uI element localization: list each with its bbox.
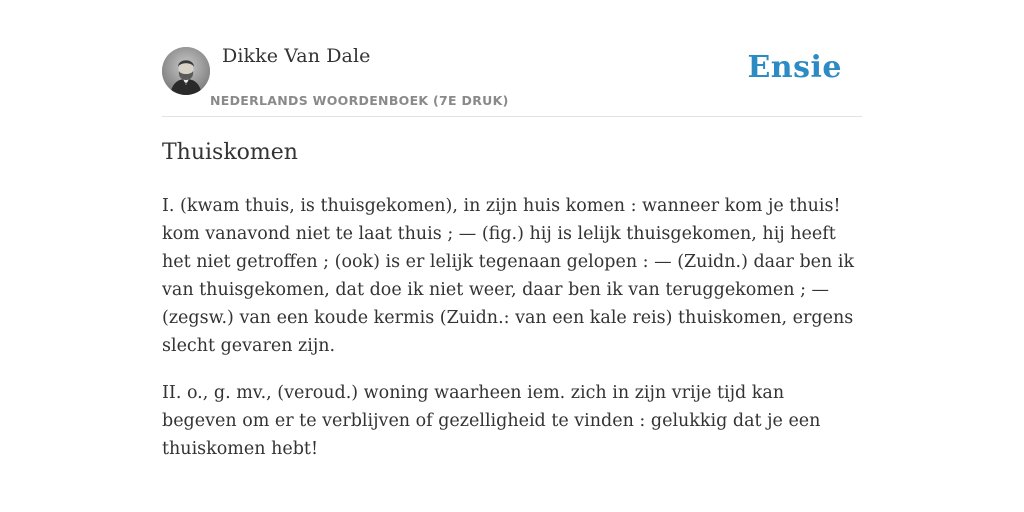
definition-paragraph-1: I. (kwam thuis, is thuisgekomen), in zijn huis komen : wanneer kom je thuis! kom vanavond niet te laat thuis ; — (fig.) hij is lelijk thuisgekomen, hij heeft het niet getroffen ; (ook) is er lelijk tegenaan gelopen : — (Zuidn.) daar ben ik van thuisgekomen, dat doe ik niet weer, daar ben ik van teruggekomen ; — (zegsw.) van een koude kermis (Zuidn.: van een kale reis) thuiskomen, ergens slecht gevaren zijn. bbox=[162, 196, 855, 356]
dictionary-source: NEDERLANDS WOORDENBOEK (7E DRUK) bbox=[210, 93, 509, 108]
ensie-logo[interactable]: Ensie bbox=[747, 50, 842, 85]
author-avatar[interactable] bbox=[162, 47, 210, 95]
definition-paragraph-2: II. o., g. mv., (veroud.) woning waarheen iem. zich in zijn vrije tijd kan begeven om er te verblijven of gezelligheid te vinden : gelukkig dat je een thuiskomen hebt! bbox=[162, 383, 821, 459]
entry-card bbox=[162, 0, 862, 512]
entry-header bbox=[162, 0, 862, 117]
entry-title: Thuiskomen bbox=[162, 140, 298, 165]
author-name[interactable]: Dikke Van Dale bbox=[222, 45, 371, 67]
portrait-icon bbox=[162, 47, 210, 95]
